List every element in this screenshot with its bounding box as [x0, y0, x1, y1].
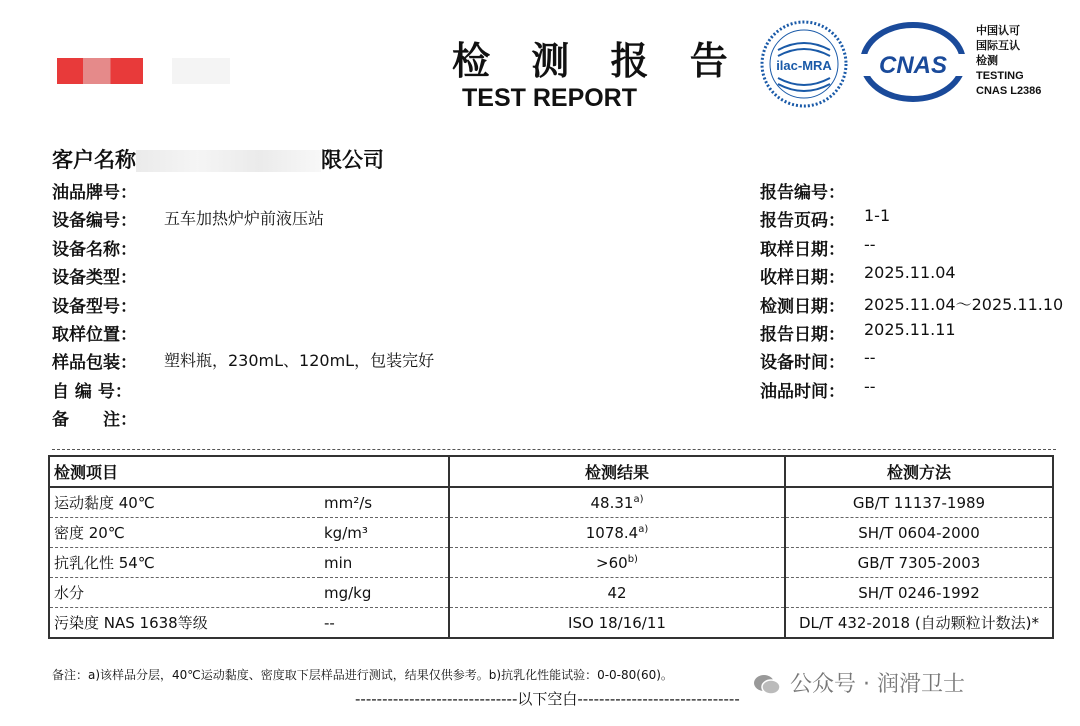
svg-text:ilac-MRA: ilac-MRA: [776, 58, 832, 73]
cnas-logo: [860, 22, 966, 102]
report-title-en: TEST REPORT: [462, 84, 638, 112]
accreditation-text: 中国认可 国际互认 检测 TESTING CNAS L2386: [976, 25, 1042, 97]
field-sampling-location: 取样位置：: [52, 324, 137, 345]
field-test-date: 检测日期： 2025.11.04～2025.11.10: [760, 294, 1064, 317]
field-equipment-no: 设备编号： 五车加热炉炉前液压站: [52, 209, 325, 232]
field-packaging: 样品包装： 塑料瓶，230mL、120mL，包装完好: [52, 351, 435, 374]
report-info-right: [760, 178, 1063, 405]
field-report-page: 报告页码： 1-1: [760, 206, 891, 232]
field-equipment-type: 设备类型：: [52, 268, 137, 289]
watermark: 公众号 · 润滑卫士: [752, 667, 965, 698]
field-receipt-date: 收样日期： 2025.11.04: [760, 263, 956, 289]
blank-below-line: ------------------------------以下空白------------------------------: [355, 690, 740, 708]
field-report-date: 报告日期： 2025.11.11: [760, 319, 956, 345]
redacted-logo: [57, 58, 143, 84]
ilac-mra-logo: [760, 20, 848, 108]
field-brand: 油品牌号：: [52, 183, 137, 203]
field-equipment-model: 设备型号：: [52, 296, 137, 317]
table-row: 抗乳化性 54℃ min $>60^{b)}$ GB/T 7305-2003: [49, 548, 1053, 578]
results-table: [48, 455, 1054, 639]
table-row: 污染度 NAS 1638等级 -- ISO 18/16/11 DL/T 432-2018 (自动颗粒计数法)*: [49, 608, 1053, 639]
sample-info-left: [52, 178, 434, 434]
report-title-cn: 检 测 报 告: [452, 38, 742, 83]
field-report-no: 报告编号：: [760, 183, 845, 203]
wechat-icon: [752, 673, 782, 697]
redacted-logo-text: [172, 58, 230, 84]
field-equipment-time: 设备时间： --: [760, 348, 876, 374]
svg-text:CNAS: CNAS: [878, 52, 948, 79]
redacted-customer: [136, 150, 321, 172]
field-oil-time: 油品时间： --: [760, 376, 876, 402]
footnote: 备注：a)该样品分层，40℃运动黏度、密度取下层样品进行测试，结果仅供参考。b)抗乳化性能试验：0-0-80(60)。: [52, 668, 673, 682]
divider: [52, 449, 1056, 450]
table-header: 检测项目 检测结果 检测方法: [49, 456, 1053, 487]
field-remarks: 备 注：: [52, 410, 137, 431]
field-sampling-date: 取样日期： --: [760, 234, 876, 260]
field-self-no: 自 编 号：: [52, 381, 132, 402]
table-row: 密度 20℃ kg/m³ 1078.4$^{a)}$ SH/T 0604-2000: [49, 518, 1053, 548]
field-equipment-name: 设备名称：: [52, 239, 137, 260]
table-row: 水分 mg/kg 42 SH/T 0246-1992: [49, 578, 1053, 608]
table-row: 运动黏度 40℃ mm²/s 48.31$^{a)}$ GB/T 11137-1989: [49, 487, 1053, 518]
customer-name: 客户名称 限公司: [52, 148, 384, 172]
